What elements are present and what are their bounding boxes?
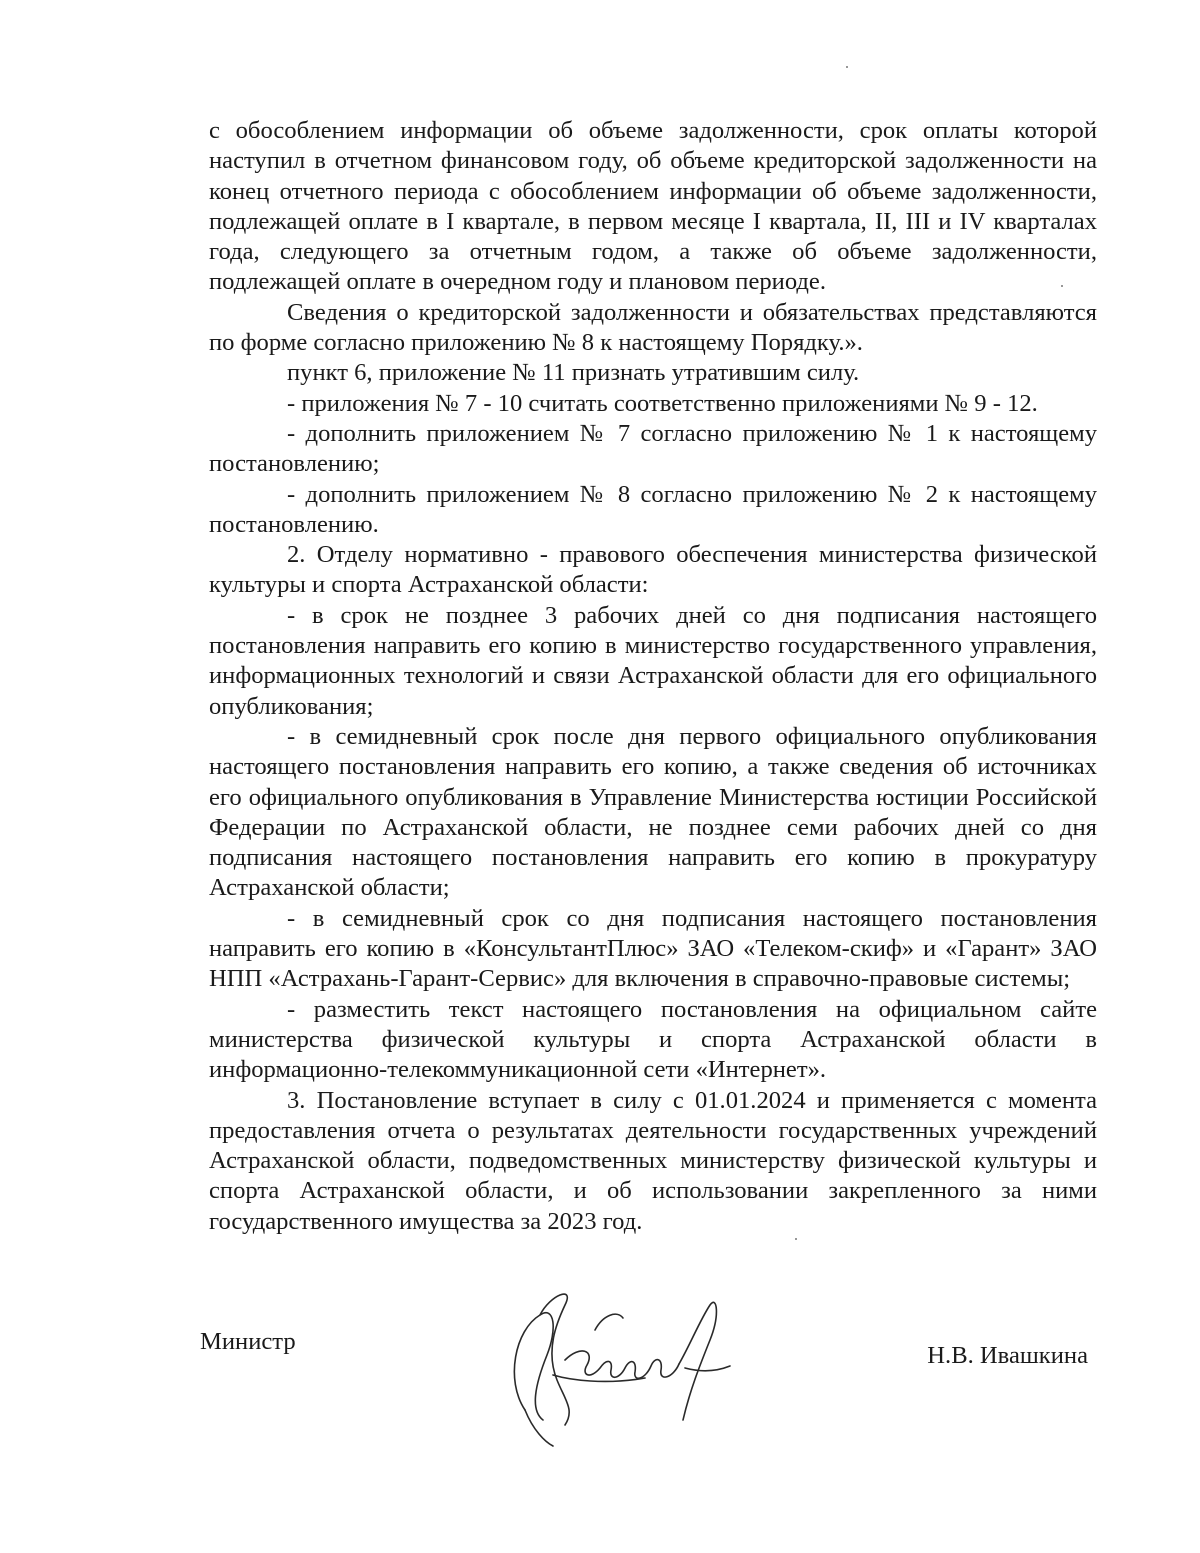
paragraph-item-6: пункт 6, приложение № 11 признать утратившим силу. [287, 359, 860, 387]
paragraph-ministry-justice: - в семидневный срок после дня первого официального опубликования настоящего постановления направить его копию, а также сведения об источниках его официального опубликования в Управление Министерства юстиции Российской Федерации по Астраханской области, не позднее семи рабочих дней со дня подписания настоящего постановления направить его копию в прокуратуру Астраханской области; [209, 722, 1097, 902]
paragraph-section-3: 3. Постановление вступает в силу с 01.01.2024 и применяется с момента предоставления отчета о результатах деятельности государственных учреждений Астраханской области, подведомственных министерству физической культуры и спорта Астраханской области, и об использовании закрепленного за ними государственного имущества за 2023 год. [209, 1086, 1097, 1235]
scan-speck [846, 66, 848, 68]
handwritten-signature-icon [495, 1260, 735, 1450]
paragraph-creditor-info: Сведения о кредиторской задолженности и обязательствах представляются по форме согласно приложению № 8 к настоящему Порядку.». [209, 298, 1097, 357]
paragraph-renumber: - приложения № 7 - 10 считать соответственно приложениями № 9 - 12. [287, 389, 1038, 417]
paragraph-legal-systems: - в семидневный срок со дня подписания настоящего постановления направить его копию в «КонсультантПлюс» ЗАО «Телеком-скиф» и «Гарант» ЗАО НПП «Астрахань-Гарант-Сервис» для включения в справочно-правовые системы; [209, 904, 1097, 993]
paragraph-website: - разместить текст настоящего постановления на официальном сайте министерства физической культуры и спорта Астраханской области в информационно-телекоммуникационной сети «Интернет». [209, 995, 1097, 1084]
paragraph-section-2: 2. Отделу нормативно - правового обеспечения министерства физической культуры и спорта Астраханской области: [209, 541, 1097, 599]
paragraph-continuation: с обособлением информации об объеме задолженности, срок оплаты которой наступил в отчетном финансовом году, об объеме кредиторской задолженности на конец отчетного периода с обособлением информации об объеме задолженности, подлежащей оплате в I квартале, в первом месяце I квартала, II, III и IV кварталах года, следующего за отчетным годом, а также об объеме задолженности, подлежащей оплате в очередном году и плановом периоде. [209, 117, 1097, 296]
document-body [209, 116, 1097, 1237]
paragraph-append-8: - дополнить приложением № 8 согласно приложению № 2 к настоящему постановлению. [209, 480, 1097, 538]
signature-block [200, 1320, 1100, 1460]
paragraph-publication: - в срок не позднее 3 рабочих дней со дня подписания настоящего постановления направить его копию в министерство государственного управления, информационных технологий и связи Астраханской области для его официального опубликования; [209, 601, 1097, 720]
signatory-name: Н.В. Ивашкина [927, 1342, 1088, 1369]
paragraph-append-7: - дополнить приложением № 7 согласно приложению № 1 к настоящему постановлению; [209, 419, 1097, 478]
scan-speck [795, 1238, 797, 1240]
signatory-title: Министр [200, 1328, 296, 1355]
